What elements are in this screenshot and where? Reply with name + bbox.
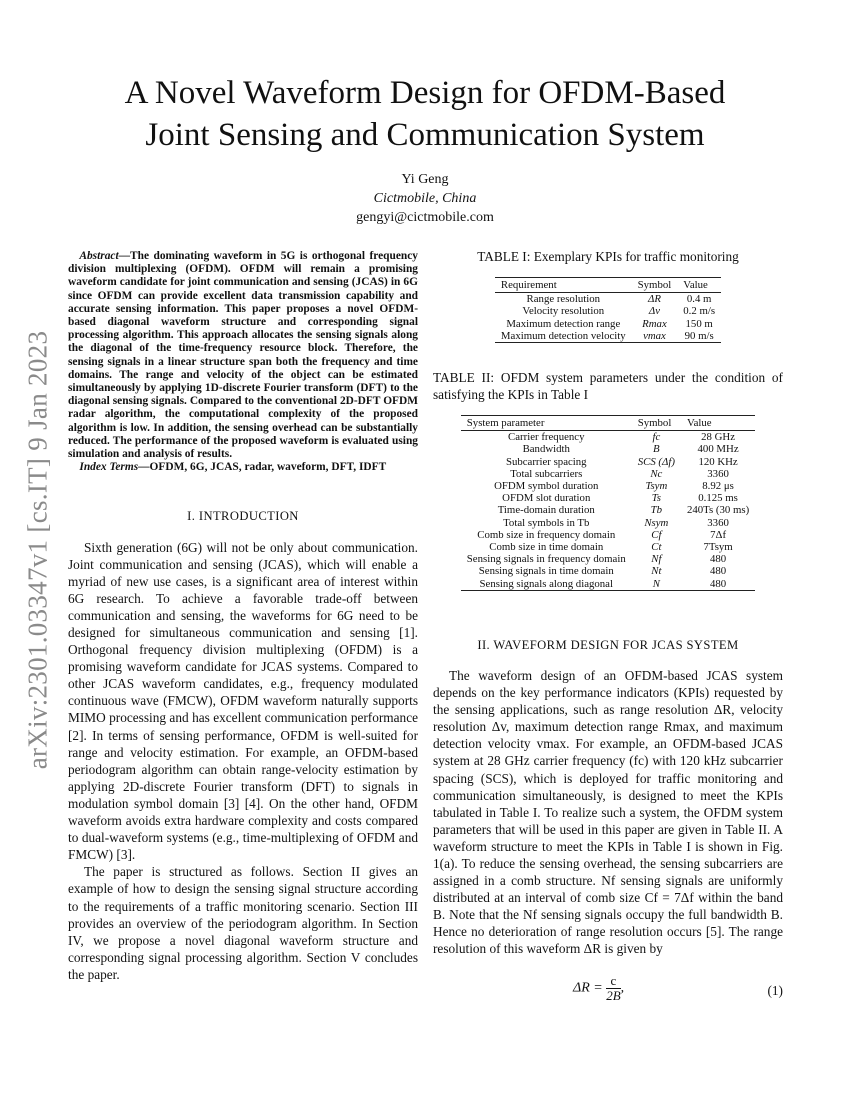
equation-1 <box>433 974 783 1004</box>
table1-cell: Range resolution <box>526 293 601 306</box>
author-email: gengyi@cictmobile.com <box>356 210 494 225</box>
table2-row <box>461 529 755 541</box>
table2-cell: Tsym <box>645 480 668 493</box>
table2-row <box>461 578 755 591</box>
abstract <box>68 250 418 474</box>
table2-row <box>461 492 755 504</box>
table2-cell: Total symbols in Tb <box>503 516 590 529</box>
table2-cell: Sensing signals in frequency domain <box>466 553 626 566</box>
table2-cell: Comb size in time domain <box>489 541 604 554</box>
table2-row <box>461 541 755 553</box>
equation-lhs: ΔR = <box>573 980 603 996</box>
table2-cell: OFDM symbol duration <box>494 480 599 493</box>
section2-paragraph-1: The waveform design of an OFDM-based JCAS system depends on the key performance indicators (KPIs) requested by the sensing applications, such as range resolution ΔR, velocity resolution Δv, maximum detection range Rmax, and maximum detection velocity vmax. For example, an OFDM-based JCAS system at 28 GHz carrier frequency (fc) with 120 kHz subcarrier spacing (SCS), which is deployed for traffic monitoring and communication simultaneously, is designed to meet the KPIs tabulated in Table I. To realize such a system, the OFDM system parameters that will be used in this paper are given in Table II. A waveform structure to meet the KPIs in Table I is shown in Fig. 1(a). To reduce the sensing overhead, the sensing subcarriers are assigned in a comb structure. Nf sensing signals are uniformly distributed at an interval of comb size Cf = 7Δf within the band B. Note that the Nf sensing signals occupy the full bandwidth B. Hence no deterioration of range resolution occurs [5]. The range resolution of this waveform ΔR is given by <box>433 667 783 957</box>
table2-header: System parameter <box>461 416 632 431</box>
table2-row <box>461 456 755 468</box>
table2-header: Value <box>681 416 755 431</box>
section-heading-waveform-design: II. WAVEFORM DESIGN FOR JCAS SYSTEM <box>477 637 739 652</box>
index-terms-label: Index Terms <box>79 461 139 474</box>
table1-caption: TABLE I: Exemplary KPIs for traffic monitoring <box>477 249 739 264</box>
table2-row <box>461 553 755 565</box>
table2-cell: 480 <box>709 565 727 578</box>
intro-paragraph-2: The paper is structured as follows. Section II gives an example of how to design the sensing signal structure according to the requirements of a traffic monitoring scenario. Section III provides an overview of the periodogram algorithm. In Section IV, we propose a novel diagonal waveform structure and corresponding signal processing algorithm. Section V concludes the paper. <box>68 864 418 982</box>
title-line-2: Joint Sensing and Communication System <box>145 117 705 153</box>
table2-cell: Nt <box>651 565 662 578</box>
left-column <box>68 250 418 983</box>
section-heading-introduction: I. INTRODUCTION <box>187 509 299 524</box>
equation-number: (1) <box>767 982 783 998</box>
table2-cell: 120 KHz <box>698 455 738 468</box>
table1-header: Symbol <box>632 278 678 293</box>
table2-cell: Nc <box>650 467 663 480</box>
table1-cell: 0.4 m <box>686 293 712 306</box>
table2-cell: Nf <box>651 553 662 566</box>
table2-cell: Bandwidth <box>522 443 570 456</box>
table2-cell: 7Tsym <box>703 541 733 554</box>
table1-header: Requirement <box>495 278 632 293</box>
table2-cell: Carrier frequency <box>508 431 585 444</box>
table2-cell: 28 GHz <box>701 431 736 444</box>
table2-row <box>461 443 755 455</box>
abstract-label: Abstract <box>79 250 119 262</box>
table2-cell: 8.92 μs <box>702 480 734 493</box>
author-affiliation: Cictmobile, China <box>373 191 477 206</box>
table2-parameters <box>461 415 755 591</box>
table2-cell: 3360 <box>707 467 729 480</box>
table2-cell: 7Δf <box>710 528 727 541</box>
intro-paragraph-1: Sixth generation (6G) will not be only about communication. Joint communication and sensing (JCAS), which will enable a myriad of new use cases, is a significant area of interest within 6G research. To achieve a favorable trade-off between communication and sensing, the waveforms for 6G need to be designed for simultaneous communication and sensing [1]. Orthogonal frequency division multiplexing (OFDM) is a promising waveform candidate for JCAS systems. Compared to other JCAS waveform candidates, e.g., frequency modulated continuous wave (FMCW), OFDM waveform naturally supports MIMO processing and has excellent communication performance [2]. In terms of sensing performance, OFDM is well-suited for range and velocity estimation. For example, an OFDM-based periodogram algorithm can obtain range-velocity estimation by applying 2D-discrete Fourier transform (DFT) to signals in modulation symbol domain [3] [4]. On the other hand, OFDM waveform avoids extra hardware complexity and costs compared to dual-waveform systems (e.g., time-multiplexing of OFDM and FMCW) [3]. <box>68 539 418 863</box>
table1-kpis <box>495 277 721 343</box>
table1-cell: vmax <box>632 330 678 343</box>
table2-row <box>461 468 755 480</box>
table2-cell: Nsym <box>644 516 669 529</box>
table2-cell: Ts <box>651 492 661 505</box>
table2-cell: 0.125 ms <box>698 492 738 505</box>
equation-tail: , <box>620 980 625 996</box>
table2-cell: 400 MHz <box>697 443 739 456</box>
table1-row <box>495 318 721 330</box>
table2-cell: 480 <box>709 553 727 566</box>
table1-cell: Maximum detection range <box>506 317 621 330</box>
table1-cell: 90 m/s <box>677 330 721 343</box>
title-line-1: A Novel Waveform Design for OFDM-Based <box>124 75 726 111</box>
table2-cell: Cf <box>651 528 662 541</box>
table2-cell: OFDM slot duration <box>502 492 591 505</box>
abstract-text: —The dominating waveform in 5G is orthogonal frequency division multiplexing (OFDM). OFDM will remain a promising waveform candidate for joint communication and sensing (JCAS) in 6G since OFDM can provide excellent data transmission capability and accurate sensing information. This paper proposes a novel OFDM-based diagonal waveform structure and corresponding signal processing algorithm. This approach allocates the sensing signals along the diagonal of the time-frequency resource block. Therefore, the sensing signals in a linear structure span both the frequency and time domains. The range and velocity of the object can be estimated simultaneously by applying 1D-discrete Fourier transform (DFT) to the diagonal sensing signals. Compared to the conventional 2D-DFT OFDM radar algorithm, the computational complexity of the proposed algorithm is low. In addition, the sensing overhead can be substantially reduced. The performance of the proposed waveform is evaluated using simulation and analysis of results. <box>68 250 418 461</box>
table2-cell: SCS (Δf) <box>637 455 675 468</box>
right-column <box>433 248 783 1004</box>
table2-cell: Sensing signals along diagonal <box>461 578 632 591</box>
table2-cell: Comb size in frequency domain <box>477 528 616 541</box>
table2-cell: fc <box>652 431 661 444</box>
table1-cell: ΔR <box>647 293 661 306</box>
table2-cell: N <box>632 578 681 591</box>
paper-title <box>0 72 850 156</box>
table2-row <box>461 480 755 492</box>
arxiv-stamp: arXiv:2301.03347v1 [cs.IT] 9 Jan 2023 <box>22 330 53 770</box>
table2-cell: Time-domain duration <box>497 504 595 517</box>
table2-cell: Sensing signals in time domain <box>478 565 614 578</box>
table1-cell: Δv <box>648 305 661 318</box>
table2-cell: B <box>653 443 660 456</box>
table1-cell: Velocity resolution <box>522 305 605 318</box>
table2-cell: 3360 <box>707 516 729 529</box>
table2-cell: 480 <box>681 578 755 591</box>
equation-denominator: 2B <box>606 987 621 1003</box>
author-block <box>0 170 850 227</box>
table2-row <box>461 517 755 529</box>
table2-cell: 240Ts (30 ms) <box>686 504 750 517</box>
table1-row <box>495 330 721 343</box>
table2-caption: TABLE II: OFDM system parameters under the condition of satisfying the KPIs in Table I <box>433 370 783 403</box>
table1-cell: Maximum detection velocity <box>495 330 632 343</box>
table1-cell: 0.2 m/s <box>683 305 716 318</box>
table2-cell: Total subcarriers <box>510 467 583 480</box>
table2-row <box>461 431 755 444</box>
table1-cell: 150 m <box>685 317 713 330</box>
author-name: Yi Geng <box>401 172 449 187</box>
table2-row <box>461 504 755 516</box>
table2-cell: Tb <box>650 504 663 517</box>
table2-row <box>461 565 755 577</box>
index-terms-text: —OFDM, 6G, JCAS, radar, waveform, DFT, IDFT <box>138 461 387 474</box>
equation-numerator: c <box>606 974 620 989</box>
table1-row <box>495 305 721 317</box>
table2-cell: Subcarrier spacing <box>505 455 587 468</box>
table1-row <box>495 293 721 306</box>
table1-cell: Rmax <box>642 317 667 330</box>
table2-header: Symbol <box>632 416 681 431</box>
equation-fraction <box>606 974 620 1003</box>
table2-cell: Ct <box>651 541 662 554</box>
table1-header: Value <box>677 278 721 293</box>
